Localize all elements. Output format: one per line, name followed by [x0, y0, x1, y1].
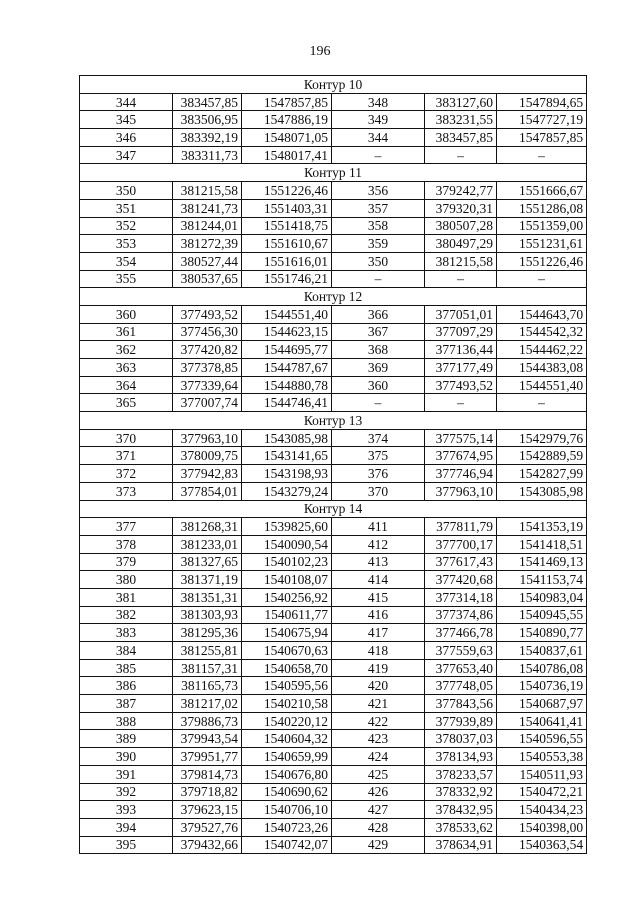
table-row	[80, 588, 587, 606]
table-row	[80, 199, 587, 217]
point-number-cell: 377	[80, 518, 173, 536]
y-coordinate-cell: 1541353,19	[497, 518, 587, 536]
y-coordinate-cell: 1543085,98	[497, 482, 587, 500]
section-header-row	[80, 76, 587, 94]
table-row	[80, 359, 587, 377]
y-coordinate-cell: 1544695,77	[242, 341, 332, 359]
point-number-cell: 426	[332, 783, 425, 801]
x-coordinate-cell: 378134,93	[425, 748, 497, 766]
x-coordinate-cell: 377843,56	[425, 695, 497, 713]
x-coordinate-cell: 377136,44	[425, 341, 497, 359]
point-number-cell: 357	[332, 199, 425, 217]
table-row	[80, 748, 587, 766]
y-coordinate-cell: –	[497, 394, 587, 412]
point-number-cell: 362	[80, 341, 173, 359]
x-coordinate-cell: 379623,15	[173, 801, 242, 819]
x-coordinate-cell: 381371,19	[173, 571, 242, 589]
y-coordinate-cell: 1544462,22	[497, 341, 587, 359]
y-coordinate-cell: 1540363,54	[497, 836, 587, 854]
y-coordinate-cell: 1540102,23	[242, 553, 332, 571]
x-coordinate-cell: 378009,75	[173, 447, 242, 465]
coordinates-table-body	[80, 76, 587, 854]
point-number-cell: 421	[332, 695, 425, 713]
x-coordinate-cell: 381272,39	[173, 235, 242, 253]
point-number-cell: 386	[80, 677, 173, 695]
point-number-cell: 412	[332, 535, 425, 553]
y-coordinate-cell: 1540670,63	[242, 642, 332, 660]
x-coordinate-cell: 379527,76	[173, 818, 242, 836]
section-header-row	[80, 500, 587, 518]
section-title: Контур 10	[80, 76, 587, 94]
y-coordinate-cell: 1540604,32	[242, 730, 332, 748]
table-row	[80, 235, 587, 253]
point-number-cell: 350	[80, 182, 173, 200]
table-row	[80, 836, 587, 854]
y-coordinate-cell: 1544551,40	[242, 305, 332, 323]
y-coordinate-cell: 1540595,56	[242, 677, 332, 695]
x-coordinate-cell: 381233,01	[173, 535, 242, 553]
y-coordinate-cell: 1540736,19	[497, 677, 587, 695]
table-row	[80, 146, 587, 164]
x-coordinate-cell: 381351,31	[173, 588, 242, 606]
point-number-cell: 351	[80, 199, 173, 217]
y-coordinate-cell: 1551359,00	[497, 217, 587, 235]
y-coordinate-cell: 1540742,07	[242, 836, 332, 854]
point-number-cell: 359	[332, 235, 425, 253]
section-header-row	[80, 164, 587, 182]
point-number-cell: 372	[80, 465, 173, 483]
x-coordinate-cell: 377339,64	[173, 376, 242, 394]
point-number-cell: 423	[332, 730, 425, 748]
y-coordinate-cell: 1542979,76	[497, 429, 587, 447]
x-coordinate-cell: 377748,05	[425, 677, 497, 695]
x-coordinate-cell: 379320,31	[425, 199, 497, 217]
y-coordinate-cell: 1551418,75	[242, 217, 332, 235]
x-coordinate-cell: 377177,49	[425, 359, 497, 377]
point-number-cell: 425	[332, 765, 425, 783]
y-coordinate-cell: 1540596,55	[497, 730, 587, 748]
y-coordinate-cell: 1543198,93	[242, 465, 332, 483]
point-number-cell: 358	[332, 217, 425, 235]
point-number-cell: 415	[332, 588, 425, 606]
x-coordinate-cell: 377854,01	[173, 482, 242, 500]
y-coordinate-cell: 1540434,23	[497, 801, 587, 819]
table-row	[80, 270, 587, 288]
y-coordinate-cell: 1542889,59	[497, 447, 587, 465]
point-number-cell: 378	[80, 535, 173, 553]
point-number-cell: 374	[332, 429, 425, 447]
x-coordinate-cell: 377939,89	[425, 712, 497, 730]
point-number-cell: 382	[80, 606, 173, 624]
y-coordinate-cell: 1543085,98	[242, 429, 332, 447]
point-number-cell: 413	[332, 553, 425, 571]
table-row	[80, 111, 587, 129]
x-coordinate-cell: 381157,31	[173, 659, 242, 677]
y-coordinate-cell: 1540658,70	[242, 659, 332, 677]
point-number-cell: 414	[332, 571, 425, 589]
point-number-cell: 354	[80, 252, 173, 270]
point-number-cell: 380	[80, 571, 173, 589]
table-row	[80, 182, 587, 200]
table-row	[80, 783, 587, 801]
x-coordinate-cell: 377942,83	[173, 465, 242, 483]
point-number-cell: 416	[332, 606, 425, 624]
y-coordinate-cell: 1540983,04	[497, 588, 587, 606]
x-coordinate-cell: 380507,28	[425, 217, 497, 235]
y-coordinate-cell: 1551610,67	[242, 235, 332, 253]
x-coordinate-cell: 381327,65	[173, 553, 242, 571]
x-coordinate-cell: 377378,85	[173, 359, 242, 377]
section-title: Контур 12	[80, 288, 587, 306]
y-coordinate-cell: 1544880,78	[242, 376, 332, 394]
x-coordinate-cell: 381215,58	[173, 182, 242, 200]
table-row	[80, 482, 587, 500]
y-coordinate-cell: –	[497, 146, 587, 164]
y-coordinate-cell: 1544623,15	[242, 323, 332, 341]
table-row	[80, 447, 587, 465]
point-number-cell: 347	[80, 146, 173, 164]
point-number-cell: 348	[332, 93, 425, 111]
point-number-cell: 369	[332, 359, 425, 377]
y-coordinate-cell: 1540210,58	[242, 695, 332, 713]
y-coordinate-cell: 1540659,99	[242, 748, 332, 766]
table-row	[80, 765, 587, 783]
section-title: Контур 11	[80, 164, 587, 182]
point-number-cell: 383	[80, 624, 173, 642]
y-coordinate-cell: 1548017,41	[242, 146, 332, 164]
point-number-cell: 429	[332, 836, 425, 854]
point-number-cell: 427	[332, 801, 425, 819]
point-number-cell: 365	[80, 394, 173, 412]
point-number-cell: 360	[332, 376, 425, 394]
point-number-cell: 352	[80, 217, 173, 235]
point-number-cell: 381	[80, 588, 173, 606]
table-row	[80, 659, 587, 677]
x-coordinate-cell: 377466,78	[425, 624, 497, 642]
x-coordinate-cell: 383127,60	[425, 93, 497, 111]
point-number-cell: 392	[80, 783, 173, 801]
y-coordinate-cell: 1540676,80	[242, 765, 332, 783]
y-coordinate-cell: 1551231,61	[497, 235, 587, 253]
table-row	[80, 93, 587, 111]
table-row	[80, 341, 587, 359]
table-row	[80, 818, 587, 836]
table-row	[80, 571, 587, 589]
table-row	[80, 624, 587, 642]
point-number-cell: 391	[80, 765, 173, 783]
x-coordinate-cell: 383311,73	[173, 146, 242, 164]
table-row	[80, 677, 587, 695]
x-coordinate-cell: 377314,18	[425, 588, 497, 606]
table-row	[80, 606, 587, 624]
y-coordinate-cell: 1544551,40	[497, 376, 587, 394]
y-coordinate-cell: 1542827,99	[497, 465, 587, 483]
table-row	[80, 394, 587, 412]
point-number-cell: 373	[80, 482, 173, 500]
x-coordinate-cell: 381165,73	[173, 677, 242, 695]
x-coordinate-cell: 378332,92	[425, 783, 497, 801]
table-row	[80, 323, 587, 341]
section-header-row	[80, 288, 587, 306]
x-coordinate-cell: –	[425, 394, 497, 412]
point-number-cell: 370	[80, 429, 173, 447]
section-header-row	[80, 412, 587, 430]
y-coordinate-cell: 1551746,21	[242, 270, 332, 288]
point-number-cell: 363	[80, 359, 173, 377]
x-coordinate-cell: 378037,03	[425, 730, 497, 748]
point-number-cell: 422	[332, 712, 425, 730]
y-coordinate-cell: 1547857,85	[242, 93, 332, 111]
x-coordinate-cell: 383506,95	[173, 111, 242, 129]
point-number-cell: 387	[80, 695, 173, 713]
y-coordinate-cell: 1547727,19	[497, 111, 587, 129]
y-coordinate-cell: 1551403,31	[242, 199, 332, 217]
point-number-cell: 417	[332, 624, 425, 642]
x-coordinate-cell: 380497,29	[425, 235, 497, 253]
x-coordinate-cell: 377700,17	[425, 535, 497, 553]
x-coordinate-cell: 377051,01	[425, 305, 497, 323]
y-coordinate-cell: 1540108,07	[242, 571, 332, 589]
y-coordinate-cell: 1547886,19	[242, 111, 332, 129]
point-number-cell: 384	[80, 642, 173, 660]
point-number-cell: 350	[332, 252, 425, 270]
x-coordinate-cell: 381268,31	[173, 518, 242, 536]
table-row	[80, 429, 587, 447]
table-row	[80, 129, 587, 147]
y-coordinate-cell: 1540553,38	[497, 748, 587, 766]
y-coordinate-cell: 1541469,13	[497, 553, 587, 571]
x-coordinate-cell: 381217,02	[173, 695, 242, 713]
coordinates-table	[79, 75, 587, 854]
y-coordinate-cell: 1540723,26	[242, 818, 332, 836]
y-coordinate-cell: 1540398,00	[497, 818, 587, 836]
y-coordinate-cell: 1540687,97	[497, 695, 587, 713]
x-coordinate-cell: 380527,44	[173, 252, 242, 270]
page-number: 196	[309, 44, 331, 59]
point-number-cell: 418	[332, 642, 425, 660]
x-coordinate-cell: 378432,95	[425, 801, 497, 819]
point-number-cell: 344	[332, 129, 425, 147]
table-row	[80, 553, 587, 571]
y-coordinate-cell: 1540256,92	[242, 588, 332, 606]
y-coordinate-cell: 1551666,67	[497, 182, 587, 200]
x-coordinate-cell: 381303,93	[173, 606, 242, 624]
y-coordinate-cell: 1544542,32	[497, 323, 587, 341]
point-number-cell: 345	[80, 111, 173, 129]
y-coordinate-cell: 1551616,01	[242, 252, 332, 270]
y-coordinate-cell: 1539825,60	[242, 518, 332, 536]
point-number-cell: 389	[80, 730, 173, 748]
point-number-cell: 344	[80, 93, 173, 111]
y-coordinate-cell: 1540945,55	[497, 606, 587, 624]
x-coordinate-cell: 379432,66	[173, 836, 242, 854]
y-coordinate-cell: 1541418,51	[497, 535, 587, 553]
y-coordinate-cell: –	[497, 270, 587, 288]
point-number-cell: 411	[332, 518, 425, 536]
y-coordinate-cell: 1540220,12	[242, 712, 332, 730]
y-coordinate-cell: 1547857,85	[497, 129, 587, 147]
table-row	[80, 217, 587, 235]
x-coordinate-cell: 381255,81	[173, 642, 242, 660]
x-coordinate-cell: 377653,40	[425, 659, 497, 677]
point-number-cell: 424	[332, 748, 425, 766]
table-row	[80, 695, 587, 713]
x-coordinate-cell: 377746,94	[425, 465, 497, 483]
point-number-cell: 353	[80, 235, 173, 253]
point-number-cell: 371	[80, 447, 173, 465]
table-row	[80, 465, 587, 483]
y-coordinate-cell: 1540786,08	[497, 659, 587, 677]
x-coordinate-cell: 377674,95	[425, 447, 497, 465]
x-coordinate-cell: 377963,10	[173, 429, 242, 447]
x-coordinate-cell: 377420,68	[425, 571, 497, 589]
point-number-cell: 361	[80, 323, 173, 341]
x-coordinate-cell: 377811,79	[425, 518, 497, 536]
point-number-cell: 420	[332, 677, 425, 695]
table-row	[80, 305, 587, 323]
point-number-cell: 355	[80, 270, 173, 288]
x-coordinate-cell: 379242,77	[425, 182, 497, 200]
x-coordinate-cell: 378233,57	[425, 765, 497, 783]
table-row	[80, 730, 587, 748]
x-coordinate-cell: 377493,52	[425, 376, 497, 394]
x-coordinate-cell: 377617,43	[425, 553, 497, 571]
point-number-cell: 390	[80, 748, 173, 766]
y-coordinate-cell: 1540837,61	[497, 642, 587, 660]
point-number-cell: 370	[332, 482, 425, 500]
x-coordinate-cell: 381295,36	[173, 624, 242, 642]
point-number-cell: 375	[332, 447, 425, 465]
point-number-cell: 379	[80, 553, 173, 571]
y-coordinate-cell: 1541153,74	[497, 571, 587, 589]
y-coordinate-cell: 1540611,77	[242, 606, 332, 624]
point-number-cell: 388	[80, 712, 173, 730]
x-coordinate-cell: 377575,14	[425, 429, 497, 447]
x-coordinate-cell: 377456,30	[173, 323, 242, 341]
point-number-cell: 349	[332, 111, 425, 129]
y-coordinate-cell: 1540706,10	[242, 801, 332, 819]
y-coordinate-cell: 1548071,05	[242, 129, 332, 147]
x-coordinate-cell: 381244,01	[173, 217, 242, 235]
x-coordinate-cell: –	[425, 146, 497, 164]
y-coordinate-cell: 1540675,94	[242, 624, 332, 642]
x-coordinate-cell: 377559,63	[425, 642, 497, 660]
point-number-cell: 428	[332, 818, 425, 836]
x-coordinate-cell: 377493,52	[173, 305, 242, 323]
point-number-cell: 395	[80, 836, 173, 854]
y-coordinate-cell: 1540511,93	[497, 765, 587, 783]
y-coordinate-cell: 1543279,24	[242, 482, 332, 500]
point-number-cell: 376	[332, 465, 425, 483]
x-coordinate-cell: 377963,10	[425, 482, 497, 500]
point-number-cell: 368	[332, 341, 425, 359]
y-coordinate-cell: 1543141,65	[242, 447, 332, 465]
point-number-cell: 393	[80, 801, 173, 819]
point-number-cell: 385	[80, 659, 173, 677]
x-coordinate-cell: 381215,58	[425, 252, 497, 270]
table-row	[80, 801, 587, 819]
x-coordinate-cell: 377007,74	[173, 394, 242, 412]
point-number-cell: 366	[332, 305, 425, 323]
y-coordinate-cell: 1551226,46	[497, 252, 587, 270]
y-coordinate-cell: 1544383,08	[497, 359, 587, 377]
y-coordinate-cell: 1551286,08	[497, 199, 587, 217]
x-coordinate-cell: 381241,73	[173, 199, 242, 217]
x-coordinate-cell: 380537,65	[173, 270, 242, 288]
table-row	[80, 535, 587, 553]
point-number-cell: 364	[80, 376, 173, 394]
table-row	[80, 642, 587, 660]
point-number-cell: –	[332, 146, 425, 164]
table-row	[80, 712, 587, 730]
x-coordinate-cell: 377420,82	[173, 341, 242, 359]
y-coordinate-cell: 1547894,65	[497, 93, 587, 111]
y-coordinate-cell: 1544643,70	[497, 305, 587, 323]
x-coordinate-cell: 383457,85	[173, 93, 242, 111]
section-title: Контур 14	[80, 500, 587, 518]
x-coordinate-cell: 379814,73	[173, 765, 242, 783]
section-title: Контур 13	[80, 412, 587, 430]
x-coordinate-cell: 379886,73	[173, 712, 242, 730]
y-coordinate-cell: 1544746,41	[242, 394, 332, 412]
x-coordinate-cell: 383457,85	[425, 129, 497, 147]
point-number-cell: 360	[80, 305, 173, 323]
y-coordinate-cell: 1551226,46	[242, 182, 332, 200]
x-coordinate-cell: 383231,55	[425, 111, 497, 129]
x-coordinate-cell: 377097,29	[425, 323, 497, 341]
y-coordinate-cell: 1540472,21	[497, 783, 587, 801]
y-coordinate-cell: 1540090,54	[242, 535, 332, 553]
x-coordinate-cell: 378533,62	[425, 818, 497, 836]
y-coordinate-cell: 1540890,77	[497, 624, 587, 642]
table-row	[80, 518, 587, 536]
point-number-cell: 394	[80, 818, 173, 836]
y-coordinate-cell: 1540690,62	[242, 783, 332, 801]
point-number-cell: –	[332, 394, 425, 412]
x-coordinate-cell: 378634,91	[425, 836, 497, 854]
y-coordinate-cell: 1544787,67	[242, 359, 332, 377]
point-number-cell: 346	[80, 129, 173, 147]
x-coordinate-cell: 377374,86	[425, 606, 497, 624]
point-number-cell: –	[332, 270, 425, 288]
point-number-cell: 367	[332, 323, 425, 341]
x-coordinate-cell: 379943,54	[173, 730, 242, 748]
point-number-cell: 356	[332, 182, 425, 200]
x-coordinate-cell: –	[425, 270, 497, 288]
table-row	[80, 376, 587, 394]
point-number-cell: 419	[332, 659, 425, 677]
y-coordinate-cell: 1540641,41	[497, 712, 587, 730]
table-row	[80, 252, 587, 270]
x-coordinate-cell: 379951,77	[173, 748, 242, 766]
x-coordinate-cell: 379718,82	[173, 783, 242, 801]
x-coordinate-cell: 383392,19	[173, 129, 242, 147]
